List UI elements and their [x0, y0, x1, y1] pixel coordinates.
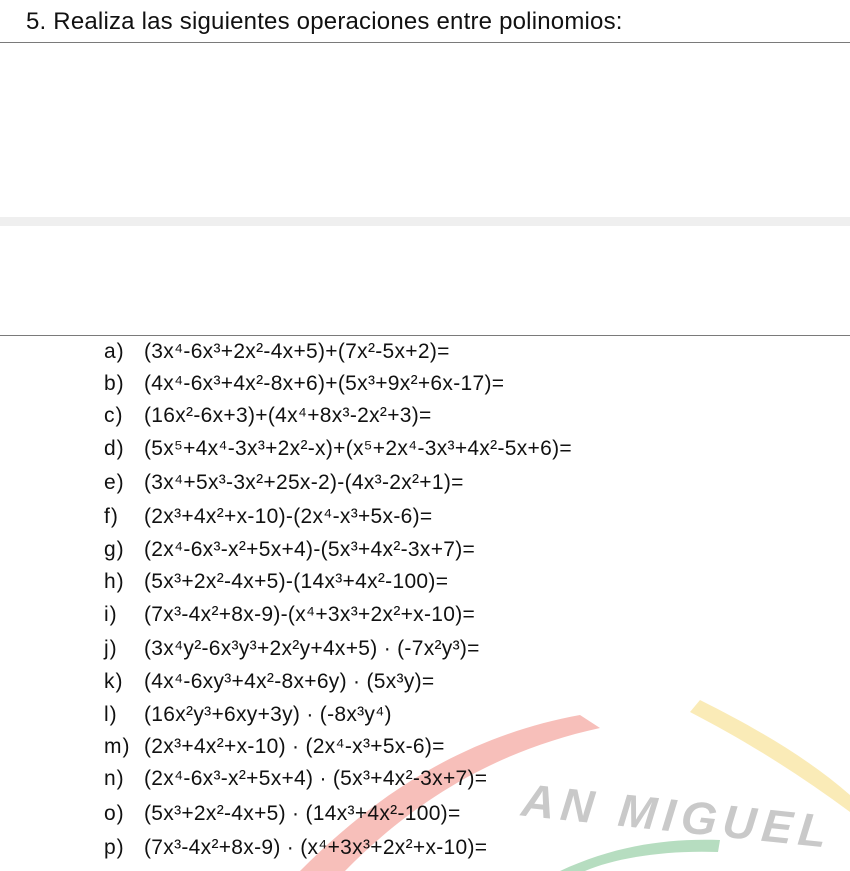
- problem-item: [104, 637, 480, 665]
- problem-expression: (16x²-6x+3)+(4x⁴+8x³-2x²+3)=: [144, 404, 432, 427]
- problem-item: [104, 802, 461, 830]
- problem-expression: (3x⁴y²-6x³y³+2x²y+4x+5) · (-7x²y³)=: [144, 637, 480, 660]
- problem-expression: (3x⁴-6x³+2x²-4x+5)+(7x²-5x+2)=: [144, 340, 450, 363]
- problem-letter: i): [104, 603, 118, 626]
- problem-item: [104, 404, 432, 432]
- problem-expression: (7x³-4x²+8x-9) · (x⁴+3x³+2x²+x-10)=: [144, 836, 488, 859]
- problem-letter: g): [104, 538, 125, 561]
- problem-expression: (2x³+4x²+x-10)-(2x⁴-x³+5x-6)=: [144, 505, 433, 528]
- problem-item: [104, 437, 572, 465]
- problem-letter: b): [104, 372, 125, 395]
- problem-item: [104, 703, 392, 731]
- problem-expression: (5x⁵+4x⁴-3x³+2x²-x)+(x⁵+2x⁴-3x³+4x²-5x+6)=: [144, 437, 572, 460]
- problem-expression: (4x⁴-6x³+4x²-8x+6)+(5x³+9x²+6x-17)=: [144, 372, 505, 395]
- problem-item: [104, 767, 487, 795]
- problem-expression: (7x³-4x²+8x-9)-(x⁴+3x³+2x²+x-10)=: [144, 603, 476, 626]
- problem-item: [104, 836, 487, 864]
- problem-letter: h): [104, 570, 125, 593]
- problem-expression: (4x⁴-6xy³+4x²-8x+6y) · (5x³y)=: [144, 670, 435, 693]
- problem-expression: (16x²y³+6xy+3y) · (-8x³y⁴): [144, 703, 392, 726]
- problem-item: [104, 372, 504, 400]
- problem-item: [104, 570, 448, 598]
- watermark-text: AN MIGUEL: [519, 773, 836, 858]
- problem-expression: (2x⁴-6x³-x²+5x+4)-(5x³+4x²-3x+7)=: [144, 538, 476, 561]
- problem-item: [104, 505, 432, 533]
- problem-item: [104, 670, 435, 698]
- problem-letter: l): [104, 703, 118, 726]
- problem-expression: (2x³+4x²+x-10) · (2x⁴-x³+5x-6)=: [144, 735, 445, 758]
- problem-item: [104, 538, 475, 566]
- problem-expression: (5x³+2x²-4x+5)-(14x³+4x²-100)=: [144, 570, 449, 593]
- problem-letter: c): [104, 404, 124, 427]
- problem-letter: k): [104, 670, 124, 693]
- problem-letter: m): [104, 735, 131, 758]
- problem-letter: d): [104, 437, 125, 460]
- problem-expression: (2x⁴-6x³-x²+5x+4) · (5x³+4x²-3x+7)=: [144, 767, 488, 790]
- problem-item: [104, 603, 475, 631]
- exercise-title: 5. Realiza las siguientes operaciones entre polinomios:: [26, 8, 623, 35]
- problem-item: [104, 735, 445, 763]
- problem-letter: n): [104, 767, 125, 790]
- problem-item: [104, 340, 450, 368]
- problem-expression: (5x³+2x²-4x+5) · (14x³+4x²-100)=: [144, 802, 461, 825]
- problem-letter: a): [104, 340, 125, 363]
- problem-letter: j): [104, 637, 118, 660]
- problem-item: [104, 471, 464, 499]
- problem-letter: p): [104, 836, 125, 859]
- problem-letter: f): [104, 505, 119, 528]
- problem-expression: (3x⁴+5x³-3x²+25x-2)-(4x³-2x²+1)=: [144, 471, 464, 494]
- problem-letter: o): [104, 802, 125, 825]
- problem-letter: e): [104, 471, 125, 494]
